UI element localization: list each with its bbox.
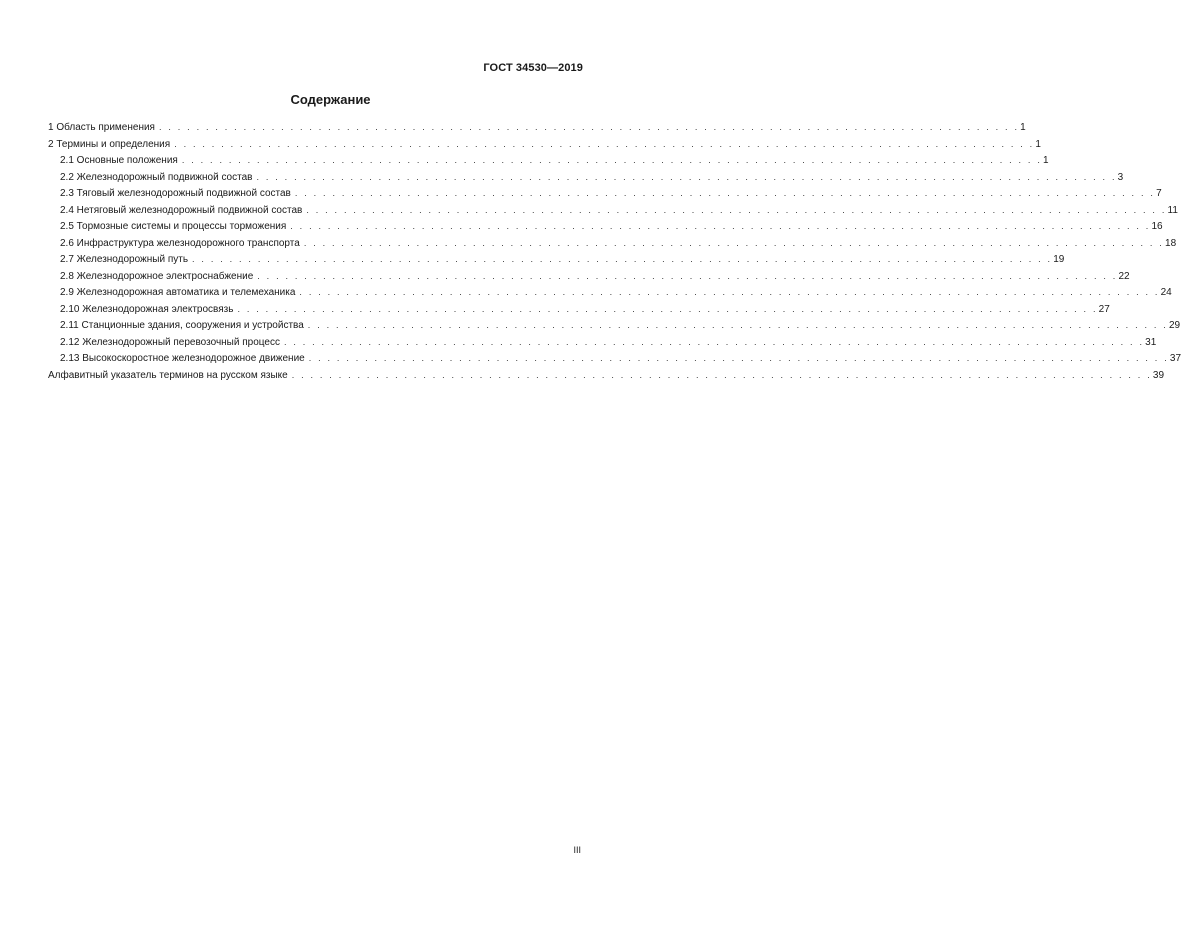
toc-leader-dots: . . . . . . . . . . . . . . . . . . . . . . . . . . . . . . . . . . . . . . . . . . . . . . . . . . . . . . . . . . . . . . . . . . . . . . . . . . . . . . . . . . . . . . . . . . . . [256,171,1117,182]
toc-title: Содержание [290,92,371,107]
toc-entry[interactable] [48,136,1041,153]
toc-leader-dots: . . . . . . . . . . . . . . . . . . . . . . . . . . . . . . . . . . . . . . . . . . . . . . . . . . . . . . . . . . . . . . . . . . . . . . . . . . . . . . . . . . . . . . . . . . . . [181,155,1043,165]
toc-entry-label: 2.4 Нетяговый железнодорожный подвижной состав [60,204,303,216]
toc-entry[interactable] [48,317,1181,334]
toc-entry-page: 39 [1152,369,1165,381]
toc-entry-page: 24 [1160,287,1172,298]
toc-entry-label: 2.1 Основные положения [60,155,178,166]
toc-leader-dots: . . . . . . . . . . . . . . . . . . . . . . . . . . . . . . . . . . . . . . . . . . . . . . . . . . . . . . . . . . . . . . . . . . . . . . . . . . . . . . . . . . . . . . . . . . . . [158,122,1020,132]
toc-entry[interactable] [48,284,1172,301]
toc-leader-dots: . . . . . . . . . . . . . . . . . . . . . . . . . . . . . . . . . . . . . . . . . . . . . . . . . . . . . . . . . . . . . . . . . . . . . . . . . . . . . . . . . . . . . . . . . . . . [192,254,1053,264]
toc-entry-page: 1 [1043,155,1049,166]
page-number: III [573,845,581,855]
toc-leader-dots: . . . . . . . . . . . . . . . . . . . . . . . . . . . . . . . . . . . . . . . . . . . . . . . . . . . . . . . . . . . . . . . . . . . . . . . . . . . . . . . . . . . . . . . . . . . . [290,221,1151,231]
toc-entry[interactable] [48,268,1130,285]
toc-entry-label: 2.2 Железнодорожный подвижной состав [60,171,253,183]
toc-entry-label: 1 Область применения [48,122,155,133]
toc-leader-dots: . . . . . . . . . . . . . . . . . . . . . . . . . . . . . . . . . . . . . . . . . . . . . . . . . . . . . . . . . . . . . . . . . . . . . . . . . . . . . . . . . . . . . . . . . . . . [283,336,1145,347]
toc-entry[interactable] [48,235,1177,252]
toc-leader-dots: . . . . . . . . . . . . . . . . . . . . . . . . . . . . . . . . . . . . . . . . . . . . . . . . . . . . . . . . . . . . . . . . . . . . . . . . . . . . . . . . . . . . . . . . . . . . [307,320,1168,330]
toc-entry[interactable] [48,251,1065,268]
toc-entry-page: 37 [1169,353,1181,364]
toc-entry-page: 16 [1151,221,1163,232]
toc-entry[interactable] [48,169,1124,186]
toc-leader-dots: . . . . . . . . . . . . . . . . . . . . . . . . . . . . . . . . . . . . . . . . . . . . . . . . . . . . . . . . . . . . . . . . . . . . . . . . . . . . . . . . . . . . . . . . . . . . [308,353,1169,363]
toc-entry-label: 2 Термины и определения [48,138,171,150]
toc-leader-dots: . . . . . . . . . . . . . . . . . . . . . . . . . . . . . . . . . . . . . . . . . . . . . . . . . . . . . . . . . . . . . . . . . . . . . . . . . . . . . . . . . . . . . . . . . . . . [237,303,1098,314]
toc-entry-page: 11 [1167,204,1178,216]
toc-entry-page: 1 [1035,138,1041,150]
toc-entry-label: 2.10 Железнодорожная электросвязь [60,303,234,315]
toc-entry-label: 2.6 Инфраструктура железнодорожного транспорта [60,237,300,249]
toc-entry-label: 2.9 Железнодорожная автоматика и телемеханика [60,287,296,298]
toc-leader-dots: . . . . . . . . . . . . . . . . . . . . . . . . . . . . . . . . . . . . . . . . . . . . . . . . . . . . . . . . . . . . . . . . . . . . . . . . . . . . . . . . . . . . . . . . . . . . [306,204,1167,215]
toc-entry-page: 22 [1118,270,1130,282]
toc-entry[interactable] [48,334,1157,351]
toc-entry-page: 18 [1165,237,1177,249]
toc-entry-label: 2.12 Железнодорожный перевозочный процесс [60,336,280,348]
toc-entry-page: 7 [1156,188,1162,199]
toc-entry[interactable] [48,185,1162,202]
toc-entry-label: 2.11 Станционные здания, сооружения и устройства [60,320,304,331]
toc-entry-page: 1 [1020,122,1026,133]
toc-entry-label: 2.3 Тяговый железнодорожный подвижной состав [60,188,291,199]
toc-entry[interactable] [48,119,1026,136]
toc-leader-dots: . . . . . . . . . . . . . . . . . . . . . . . . . . . . . . . . . . . . . . . . . . . . . . . . . . . . . . . . . . . . . . . . . . . . . . . . . . . . . . . . . . . . . . . . . . . . [299,287,1160,297]
toc-entry-page: 31 [1145,336,1157,348]
toc-entry-page: 27 [1098,303,1110,315]
toc-entry-label: 2.5 Тормозные системы и процессы торможения [60,221,287,232]
toc-entry[interactable] [48,367,1165,384]
toc-leader-dots: . . . . . . . . . . . . . . . . . . . . . . . . . . . . . . . . . . . . . . . . . . . . . . . . . . . . . . . . . . . . . . . . . . . . . . . . . . . . . . . . . . . . . . . . . . . . [174,138,1035,149]
toc-entry[interactable] [48,218,1163,235]
toc-leader-dots: . . . . . . . . . . . . . . . . . . . . . . . . . . . . . . . . . . . . . . . . . . . . . . . . . . . . . . . . . . . . . . . . . . . . . . . . . . . . . . . . . . . . . . . . . . . . [303,237,1165,248]
toc-leader-dots: . . . . . . . . . . . . . . . . . . . . . . . . . . . . . . . . . . . . . . . . . . . . . . . . . . . . . . . . . . . . . . . . . . . . . . . . . . . . . . . . . . . . . . . . . . . . [257,270,1118,281]
table-of-contents [48,119,1181,383]
toc-entry-label: 2.13 Высокоскоростное железнодорожное движение [60,353,305,364]
toc-leader-dots: . . . . . . . . . . . . . . . . . . . . . . . . . . . . . . . . . . . . . . . . . . . . . . . . . . . . . . . . . . . . . . . . . . . . . . . . . . . . . . . . . . . . . . . . . . . . [294,188,1156,198]
toc-leader-dots: . . . . . . . . . . . . . . . . . . . . . . . . . . . . . . . . . . . . . . . . . . . . . . . . . . . . . . . . . . . . . . . . . . . . . . . . . . . . . . . . . . . . . . . . . . . . [291,369,1152,380]
toc-entry-label: Алфавитный указатель терминов на русском языке [48,369,288,381]
toc-entry-page: 3 [1117,171,1124,183]
toc-entry-page: 19 [1053,254,1065,265]
toc-entry[interactable] [48,152,1049,169]
toc-entry-page: 29 [1169,320,1181,331]
toc-entry-label: 2.7 Железнодорожный путь [60,254,189,265]
toc-entry[interactable] [48,301,1110,318]
toc-entry[interactable] [48,202,1178,219]
toc-entry[interactable] [48,350,1181,367]
standard-code: ГОСТ 34530—2019 [483,62,583,74]
toc-entry-label: 2.8 Железнодорожное электроснабжение [60,270,254,282]
